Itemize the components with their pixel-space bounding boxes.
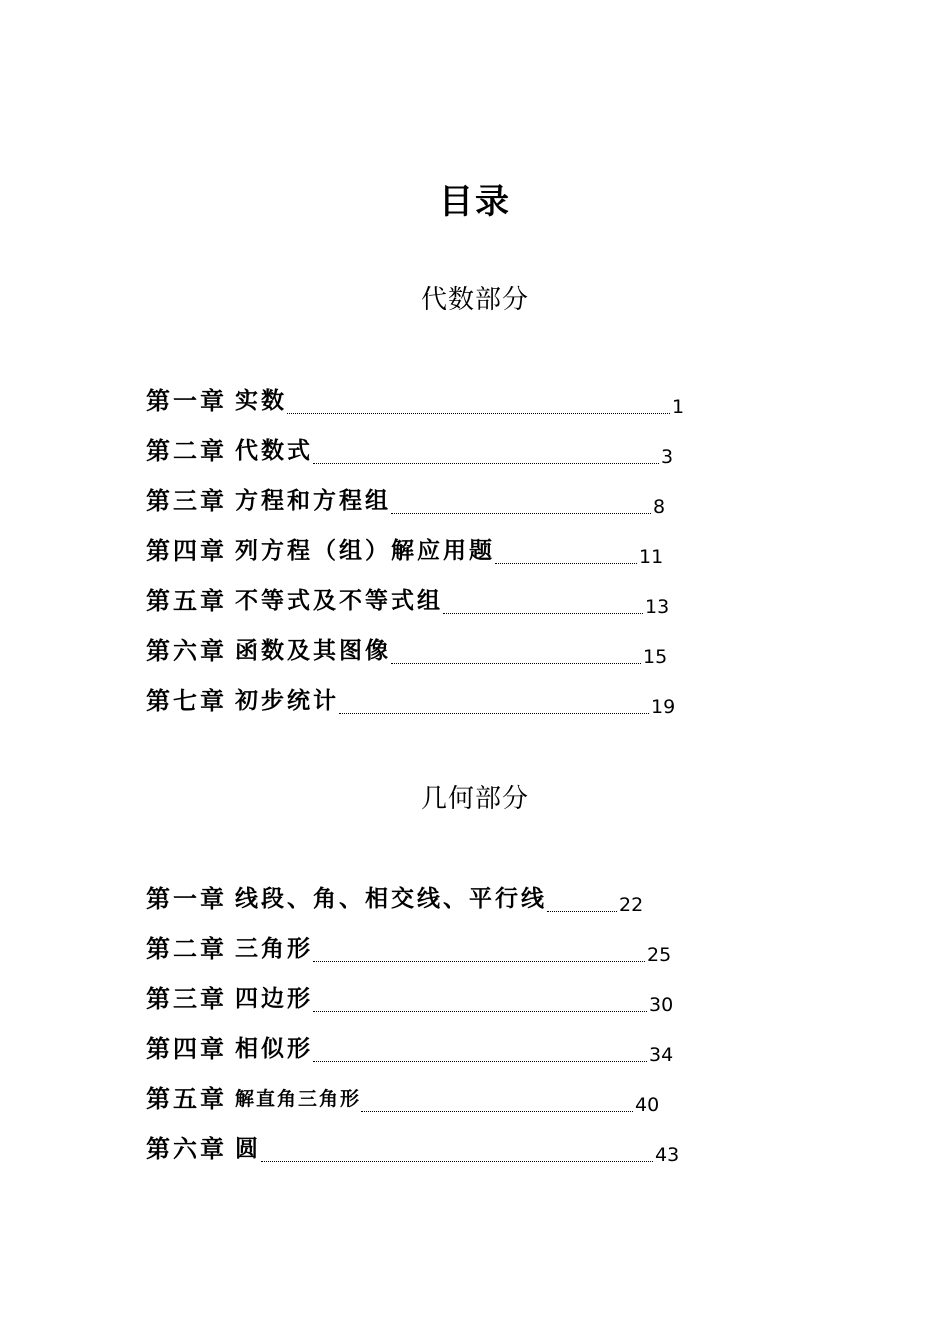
dot-leader bbox=[391, 663, 641, 664]
toc-entry[interactable] bbox=[146, 918, 679, 968]
page-number: 30 bbox=[649, 994, 674, 1016]
page-number: 1 bbox=[672, 396, 685, 418]
toc-entry[interactable] bbox=[146, 470, 684, 520]
toc-entry[interactable] bbox=[146, 670, 684, 720]
dot-leader bbox=[313, 1061, 647, 1062]
toc-entry[interactable] bbox=[146, 1118, 679, 1168]
chapter-title: 相似形 bbox=[235, 1035, 313, 1062]
chapter-title: 初步统计 bbox=[235, 687, 339, 714]
dot-leader bbox=[287, 413, 670, 414]
toc-entry[interactable] bbox=[146, 620, 684, 670]
chapter-number: 第六章 bbox=[146, 636, 227, 665]
chapter-number: 第一章 bbox=[146, 884, 227, 913]
chapter-title: 代数式 bbox=[235, 437, 313, 464]
page-title: 目录 bbox=[439, 182, 511, 222]
dot-leader bbox=[391, 513, 651, 514]
chapter-number: 第二章 bbox=[146, 934, 227, 963]
chapter-number: 第一章 bbox=[146, 386, 227, 415]
algebra-toc-list bbox=[146, 370, 684, 720]
chapter-number: 第五章 bbox=[146, 586, 227, 615]
chapter-number: 第五章 bbox=[146, 1084, 227, 1113]
toc-entry[interactable] bbox=[146, 420, 684, 470]
page-number: 25 bbox=[647, 944, 672, 966]
page-number: 34 bbox=[649, 1044, 674, 1066]
chapter-number: 第六章 bbox=[146, 1134, 227, 1163]
toc-entry[interactable] bbox=[146, 370, 684, 420]
page-number: 40 bbox=[635, 1094, 660, 1116]
chapter-number: 第四章 bbox=[146, 1034, 227, 1063]
dot-leader bbox=[547, 911, 617, 912]
geometry-section-heading: 几何部分 bbox=[420, 784, 529, 814]
toc-entry[interactable] bbox=[146, 1068, 679, 1118]
chapter-title: 三角形 bbox=[235, 935, 313, 962]
chapter-number: 第四章 bbox=[146, 536, 227, 565]
page-number: 13 bbox=[645, 596, 670, 618]
page-number: 11 bbox=[639, 546, 664, 568]
toc-entry[interactable] bbox=[146, 968, 679, 1018]
dot-leader bbox=[261, 1161, 653, 1162]
chapter-title: 函数及其图像 bbox=[235, 637, 391, 664]
chapter-title: 线段、角、相交线、平行线 bbox=[235, 885, 547, 912]
dot-leader bbox=[313, 961, 645, 962]
dot-leader bbox=[313, 1011, 647, 1012]
page-number: 15 bbox=[643, 646, 668, 668]
toc-entry[interactable] bbox=[146, 570, 684, 620]
chapter-number: 第三章 bbox=[146, 486, 227, 515]
dot-leader bbox=[495, 563, 637, 564]
toc-entry[interactable] bbox=[146, 868, 679, 918]
dot-leader bbox=[313, 463, 659, 464]
dot-leader bbox=[361, 1111, 633, 1112]
chapter-number: 第二章 bbox=[146, 436, 227, 465]
page-number: 22 bbox=[619, 894, 644, 916]
toc-entry[interactable] bbox=[146, 1018, 679, 1068]
page-number: 3 bbox=[661, 446, 674, 468]
geometry-toc-list bbox=[146, 868, 679, 1168]
page-number: 19 bbox=[651, 696, 676, 718]
dot-leader bbox=[339, 713, 649, 714]
chapter-number: 第七章 bbox=[146, 686, 227, 715]
chapter-number: 第三章 bbox=[146, 984, 227, 1013]
toc-entry[interactable] bbox=[146, 520, 684, 570]
chapter-title: 四边形 bbox=[235, 985, 313, 1012]
dot-leader bbox=[443, 613, 643, 614]
chapter-title: 不等式及不等式组 bbox=[235, 587, 443, 614]
chapter-title: 列方程（组）解应用题 bbox=[235, 537, 495, 564]
algebra-section-heading: 代数部分 bbox=[420, 285, 529, 315]
chapter-title: 解直角三角形 bbox=[235, 1088, 362, 1110]
page-number: 43 bbox=[655, 1144, 680, 1166]
chapter-title: 方程和方程组 bbox=[235, 487, 391, 514]
page-number: 8 bbox=[653, 496, 666, 518]
chapter-title: 圆 bbox=[235, 1135, 261, 1162]
chapter-title: 实数 bbox=[235, 387, 287, 414]
